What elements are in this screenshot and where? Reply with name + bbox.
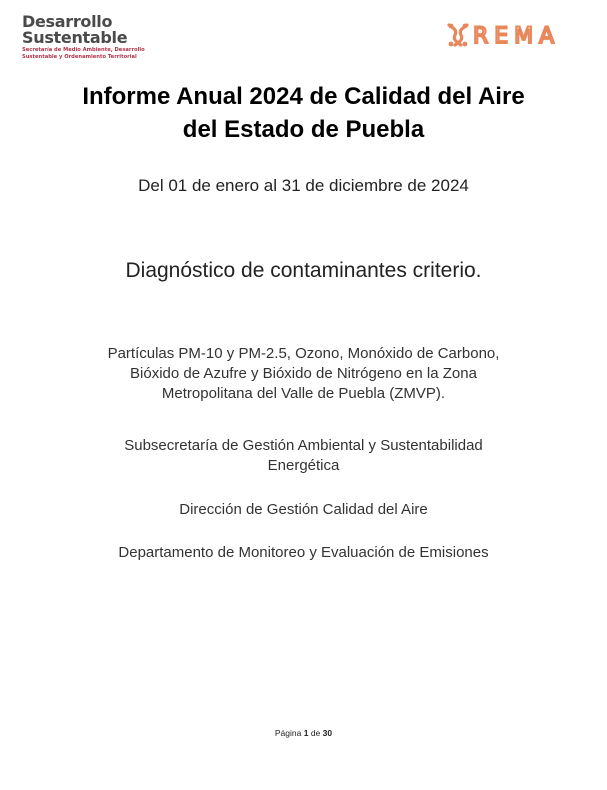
report-period: Del 01 de enero al 31 de diciembre de 2024 xyxy=(138,176,469,195)
logo-line-sustentable: Sustentable xyxy=(22,28,128,47)
direccion: Dirección de Gestión Calidad del Aire xyxy=(179,501,428,518)
title-line-1: Informe Anual 2024 de Calidad del Aire xyxy=(82,83,525,110)
desarrollo-sustentable-logo xyxy=(22,14,162,60)
rema-emblem-icon xyxy=(445,18,595,52)
pollutants-line-3: Metropolitana del Valle de Puebla (ZMVP). xyxy=(161,385,446,402)
rema-wordmark: REMA xyxy=(473,24,561,49)
departamento: Departamento de Monitoreo y Evaluación de Emisiones xyxy=(118,544,489,561)
page-of: de xyxy=(310,728,321,738)
logo-line-desarrollo: Desarrollo xyxy=(22,12,113,31)
logo-subtitle-1: Secretaría de Medio Ambiente, Desarrollo xyxy=(22,47,145,53)
subsecretaria-line-1: Subsecretaría de Gestión Ambiental y Sustentabilidad xyxy=(124,437,483,454)
title-line-2: del Estado de Puebla xyxy=(182,116,425,143)
document-title xyxy=(0,80,607,146)
rema-logo xyxy=(445,18,595,52)
subsecretaria-line-2: Energética xyxy=(267,457,340,474)
subsecretaria xyxy=(60,436,547,476)
page-number xyxy=(0,727,607,739)
pollutants-line-2: Bióxido de Azufre y Bióxido de Nitrógeno en la Zona xyxy=(130,365,477,382)
diagnosis-heading: Diagnóstico de contaminantes criterio. xyxy=(125,259,482,282)
page-total: 30 xyxy=(322,728,333,738)
logo-subtitle-2: Sustentable y Ordenamiento Territorial xyxy=(22,54,137,61)
page-current: 1 xyxy=(303,728,309,738)
pollutants-line-1: Partículas PM-10 y PM-2.5, Ozono, Monóxido de Carbono, xyxy=(107,345,500,362)
pollutants-paragraph xyxy=(60,344,547,404)
page-word: Página xyxy=(274,728,302,738)
